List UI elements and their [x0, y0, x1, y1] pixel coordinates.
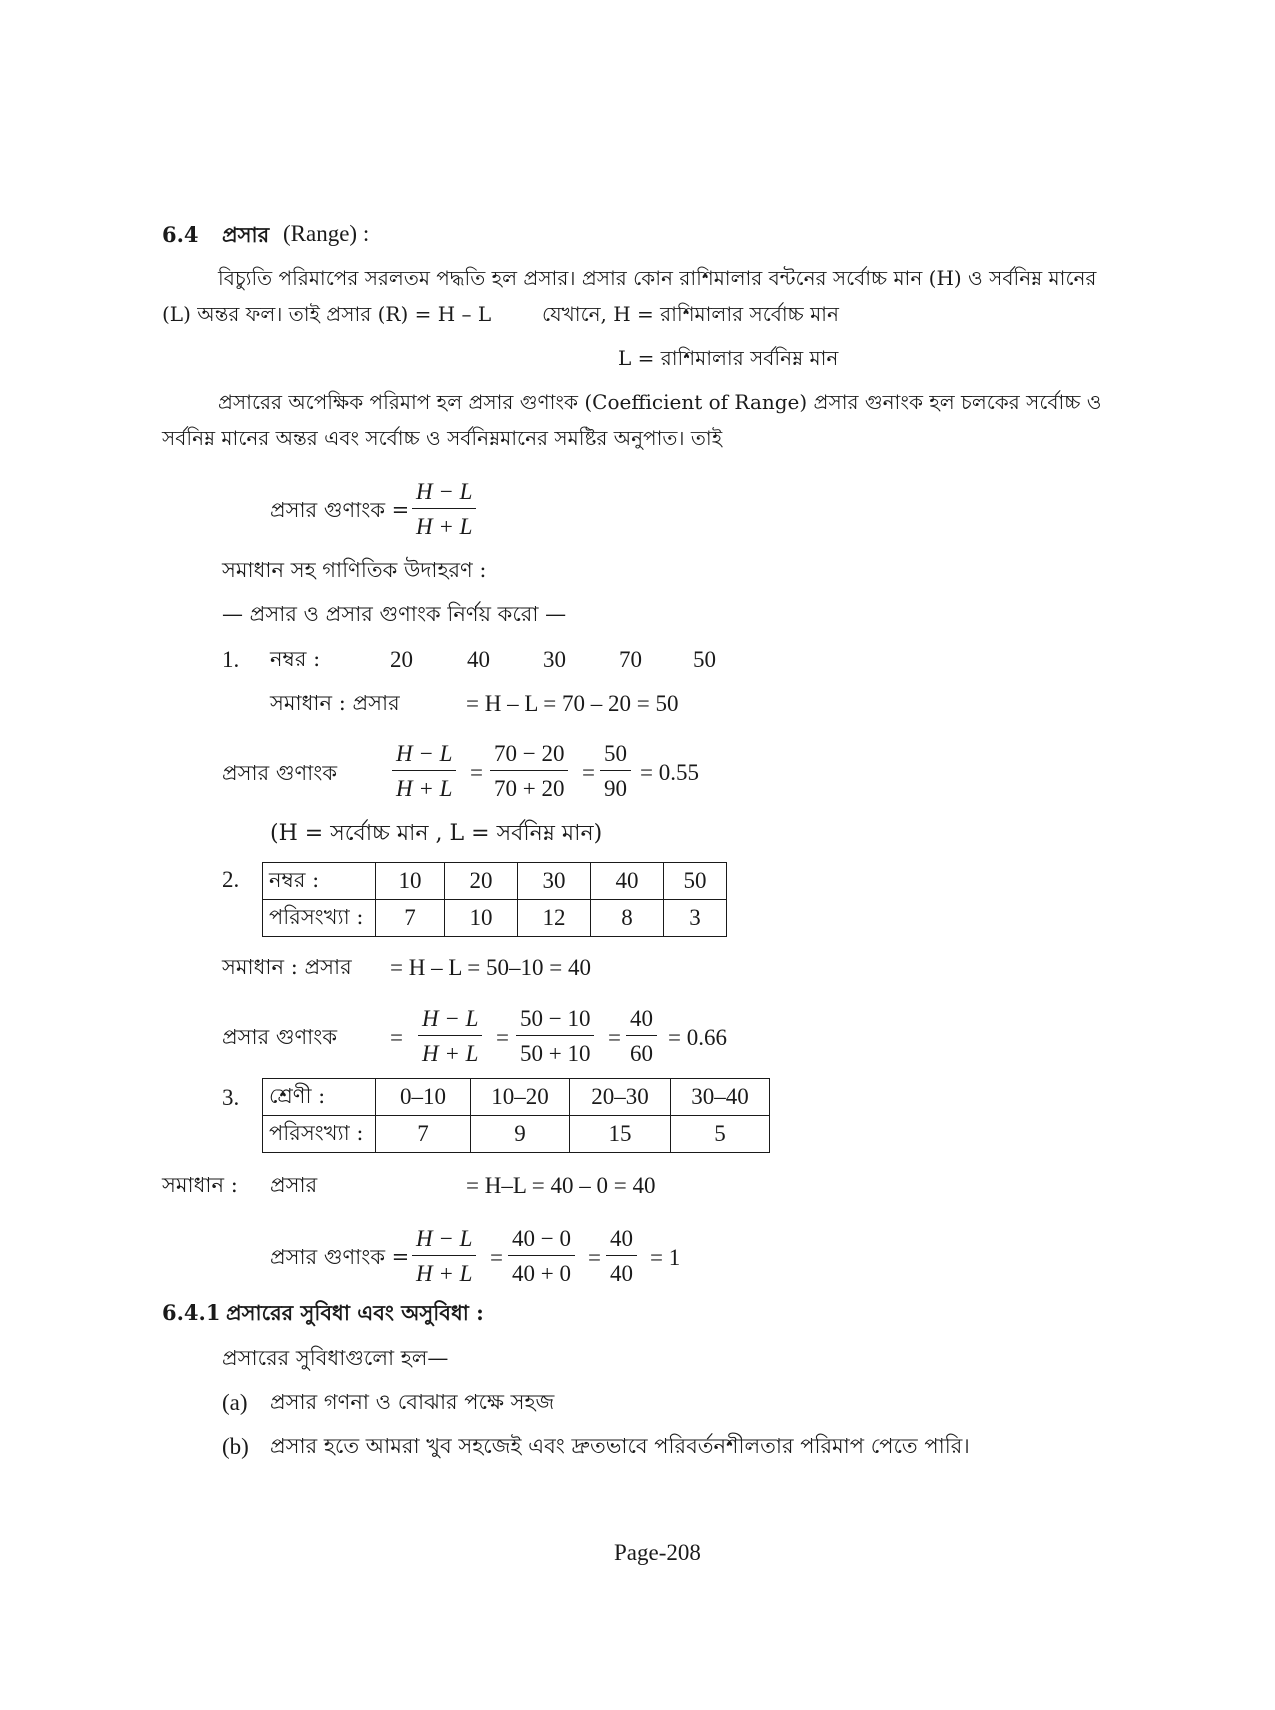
- table-cell: 40: [591, 863, 664, 900]
- numerator: 40: [606, 1227, 637, 1256]
- equals: =: [582, 760, 595, 785]
- table-row: [263, 863, 727, 900]
- result: = 0.66: [668, 1025, 727, 1050]
- value: 40: [467, 647, 490, 672]
- row-label: পরিসংখ্যা :: [263, 1116, 376, 1153]
- section-number: 6.4: [162, 222, 199, 247]
- numerator: H − L: [392, 742, 456, 771]
- definition-l: L = রাশিমালার সর্বনিম্ন মান: [618, 346, 839, 370]
- coefficient-label: প্রসার গুণাংক =: [270, 1245, 410, 1269]
- fraction: [418, 1007, 482, 1065]
- equals: =: [496, 1025, 509, 1050]
- fraction: [392, 742, 456, 800]
- denominator: H + L: [422, 1041, 479, 1066]
- numerator: H − L: [412, 1227, 476, 1256]
- subsection-number: 6.4.1: [162, 1300, 221, 1325]
- coefficient-label: প্রসার গুণাংক: [222, 1025, 338, 1049]
- table-cell: 5: [671, 1116, 770, 1153]
- example-number: 3.: [222, 1085, 240, 1110]
- table-cell: 10: [376, 863, 445, 900]
- table-cell: 9: [471, 1116, 570, 1153]
- list-item: প্রসার গণনা ও বোঝার পক্ষে সহজ: [270, 1390, 555, 1414]
- table-cell: 20–30: [570, 1079, 671, 1116]
- example-number: 1.: [222, 647, 240, 672]
- list-item: প্রসার হতে আমরা খুব সহজেই এবং দ্রুতভাবে পরিবর্তনশীলতার পরিমাপ পেতে পারি।: [270, 1434, 970, 1458]
- equals: =: [470, 760, 483, 785]
- denominator: 70 + 20: [494, 776, 565, 801]
- formula-label: প্রসার গুণাংক =: [270, 498, 410, 522]
- paragraph-line: সর্বনিম্ন মানের অন্তর এবং সর্বোচ্চ ও সর্বনিম্নমানের সমষ্টির অনুপাত। তাই: [162, 426, 723, 450]
- coefficient-label: প্রসার গুণাংক: [222, 761, 338, 785]
- denominator: 40: [610, 1261, 633, 1286]
- denominator: 50 + 10: [520, 1041, 591, 1066]
- solution-word: প্রসার: [270, 1173, 318, 1197]
- examples-heading: সমাধান সহ গাণিতিক উদাহরণ :: [222, 558, 487, 582]
- section-title: প্রসার: [222, 222, 270, 247]
- solution-value: = H – L = 70 – 20 = 50: [466, 691, 679, 716]
- note: (H = সর্বোচ্চ মান , L = সর্বনিম্ন মান): [270, 821, 603, 846]
- row-label: পরিসংখ্যা :: [263, 900, 376, 937]
- numerator: 50 − 10: [516, 1007, 594, 1036]
- table-cell: 20: [445, 863, 518, 900]
- row-label: শ্রেণী :: [263, 1079, 376, 1116]
- example-number: 2.: [222, 867, 240, 892]
- denominator: H + L: [396, 776, 453, 801]
- table-row: [263, 1116, 770, 1153]
- value: 20: [390, 647, 413, 672]
- fraction: [516, 1007, 594, 1065]
- fraction: [626, 1007, 657, 1065]
- table-cell: 50: [664, 863, 727, 900]
- list-marker: (b): [222, 1434, 249, 1459]
- marks-label: নম্বর :: [270, 647, 321, 671]
- equals: =: [490, 1245, 503, 1270]
- paragraph-line: প্রসারের অপেক্ষিক পরিমাপ হল প্রসার গুণাংক (Coefficient of Range) প্রসার গুনাংক হল চলকের সর্বোচ্চ ও: [218, 390, 1102, 414]
- fraction: [606, 1227, 637, 1285]
- table-cell: 0–10: [376, 1079, 471, 1116]
- fraction: [490, 742, 568, 800]
- numerator: H − L: [418, 1007, 482, 1036]
- table-cell: 7: [376, 900, 445, 937]
- paragraph-line: (L) অন্তর ফল। তাই প্রসার (R) = H – L: [162, 302, 492, 326]
- equals: =: [588, 1245, 601, 1270]
- subsection-title: প্রসারের সুবিধা এবং অসুবিধা :: [226, 1300, 484, 1325]
- solution-label: সমাধান : প্রসার: [222, 955, 352, 979]
- equals: =: [608, 1025, 621, 1050]
- table-cell: 8: [591, 900, 664, 937]
- table-cell: 15: [570, 1116, 671, 1153]
- table-cell: 10: [445, 900, 518, 937]
- table-cell: 10–20: [471, 1079, 570, 1116]
- numerator: 70 − 20: [490, 742, 568, 771]
- table-cell: 7: [376, 1116, 471, 1153]
- denominator: 40 + 0: [512, 1261, 571, 1286]
- paragraph-line: বিচ্যুতি পরিমাপের সরলতম পদ্ধতি হল প্রসার। প্রসার কোন রাশিমালার বন্টনের সর্বোচ্চ মান (H) ও সর্বনিম্ন মানের: [218, 266, 1097, 290]
- table-row: [263, 900, 727, 937]
- fraction: [508, 1227, 575, 1285]
- numerator: 40: [626, 1007, 657, 1036]
- advantages-intro: প্রসারের সুবিধাগুলো হল—: [222, 1346, 449, 1370]
- table-cell: 3: [664, 900, 727, 937]
- section-title-suffix: (Range) :: [283, 221, 370, 246]
- page-number: Page-208: [614, 1540, 701, 1565]
- value: 50: [693, 647, 716, 672]
- value: 70: [619, 647, 642, 672]
- definition-h: যেখানে, H = রাশিমালার সর্বোচ্চ মান: [542, 302, 839, 326]
- table-cell: 12: [518, 900, 591, 937]
- table-row: [263, 1079, 770, 1116]
- list-marker: (a): [222, 1390, 248, 1415]
- result: = 0.55: [640, 760, 699, 785]
- solution-label: সমাধান : প্রসার: [270, 691, 400, 715]
- numerator: 40 − 0: [508, 1227, 575, 1256]
- frequency-table: [262, 862, 727, 937]
- result: = 1: [650, 1245, 681, 1270]
- row-label: নম্বর :: [263, 863, 376, 900]
- class-frequency-table: [262, 1078, 770, 1153]
- solution-value: = H – L = 50–10 = 40: [390, 955, 591, 980]
- equals: =: [390, 1025, 403, 1050]
- denominator: 90: [604, 776, 627, 801]
- value: 30: [543, 647, 566, 672]
- numerator: 50: [600, 742, 631, 771]
- denominator: 60: [630, 1041, 653, 1066]
- solution-label: সমাধান :: [162, 1173, 238, 1197]
- task-line: — প্রসার ও প্রসার গুণাংক নির্ণয় করো —: [222, 602, 567, 626]
- solution-value: = H–L = 40 – 0 = 40: [466, 1173, 656, 1198]
- fraction: [600, 742, 631, 800]
- numerator: H − L: [412, 480, 476, 509]
- table-cell: 30: [518, 863, 591, 900]
- fraction: [412, 1227, 476, 1285]
- table-cell: 30–40: [671, 1079, 770, 1116]
- formula-fraction: [412, 480, 476, 538]
- denominator: H + L: [416, 1261, 473, 1286]
- denominator: H + L: [416, 514, 473, 539]
